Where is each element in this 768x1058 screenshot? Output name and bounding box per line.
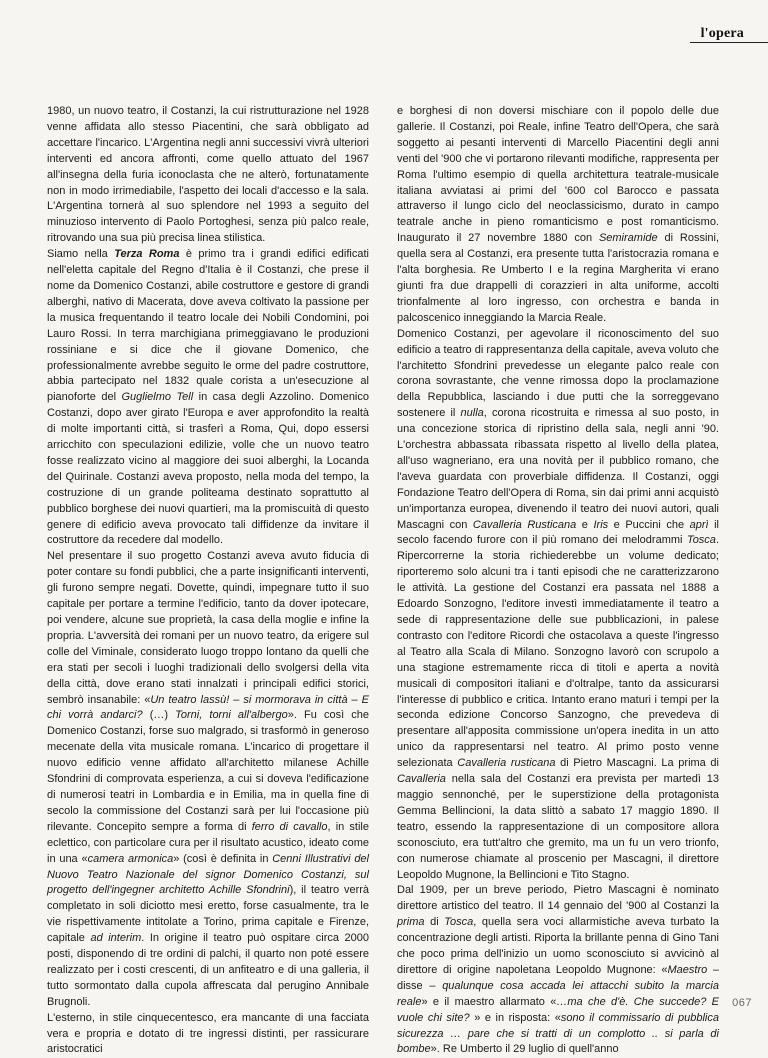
italic-text: Guglielmo Tell bbox=[121, 391, 194, 404]
text-run: . In origine il teatro può ospitare circa 2000 posti, disponendo di tre ordini di palchi, il quarto non poté essere realizzato per i costi crescenti, di un anfiteatro e di una galleria, il tutto sormontato dalla cupola affrescata dal perugino Annibale Brugnoli. bbox=[47, 932, 369, 1008]
paragraph bbox=[47, 1011, 369, 1058]
text-run: di Rossini, quella sera al Costanzi, era presente tutta l'aristocrazia romana e l'alta borghesia. Re Umberto I e la regina Margherita vi erano giunti fra due drappelli di corazzieri in alta uniforme, accolti trionfalmente al loro ingresso, con orchestra e banda in palcoscenico inneggiando la Marcia Reale. bbox=[397, 232, 720, 324]
text-run: di bbox=[424, 916, 445, 929]
text-run: e borghesi di non doversi mischiare con il popolo delle due gallerie. Il Costanzi, poi Reale, infine Teatro dell'Opera, che sarà soggetto ai pesanti interventi di Marcello Piacentini degli anni venti del '900 che vi portarono rilevanti modifiche, rappresenta per Roma l'ultimo esempio di quella architettura teatrale-musicale italiana avviatasi ai primi del '600 col Barocco e passata attraverso il lungo ciclo del neoclassicismo, durato in campo teatrale anche in pieno romanticismo e post romanticismo. Inaugurato il 27 novembre 1880 con bbox=[397, 105, 719, 245]
text-run: in casa degli Azzolino. Domenico Costanzi, dopo aver girato l'Europa e aver approfondito la realtà di molte importanti città, si trasferì a Roma, Qui, dopo essersi arricchito con speculazioni edilizie, volle che un nuovo teatro fosse realizzato vicino al maggiore dei suoi alberghi, la Locanda del Quirinale. Costanzi aveva proposto, nella moda del tempo, la costruzione di un grande politeama destinato soprattutto al pubblico borghese dei nuovi quartieri, ma la promiscuità di questo genere di edificio aveva provocato tali diffidenze da invitare il costruttore da recedere dal modello. bbox=[47, 391, 369, 547]
italic-text: Tosca bbox=[686, 534, 716, 547]
italic-text: Torni, torni all'albergo bbox=[175, 709, 288, 722]
italic-text: Maestro bbox=[667, 963, 708, 976]
text-run: , corona ricostruita e rimessa al suo posto, in una concezione storica di ripristino della sala, negli anni '90. L'orchestra abbassata ribassata rispetto al livello della platea, all'uso wagneriano, era una novità per il pubblico romano, che l'aveva guardata con proverbiale diffidenza. Il Costanzi, oggi Fondazione Teatro dell'Opera di Roma, sin dai primi anni acquistò un'importanza europea, divenendo il teatro dei nuovi autori, quali Mascagni con bbox=[397, 407, 719, 531]
text-run: L'esterno, in stile cinquecentesco, era mancante di una facciata vera e propria e dotato di tre ingressi distinti, per rassicurare aristocratici bbox=[47, 1011, 369, 1056]
text-run: e Puccini che bbox=[608, 518, 690, 531]
italic-text: Cenni Illustrativi del Nuovo Teatro Nazionale del signor Domenico Costanzi, sul progetto dell'ingegner architetto Achille Sfondrini bbox=[47, 852, 369, 897]
paragraph bbox=[47, 247, 369, 549]
paragraph bbox=[397, 104, 719, 327]
text-run: il secolo facendo furore con il più romano dei melodrammi bbox=[397, 518, 720, 547]
text-run: ». Fu così che Domenico Costanzi, forse suo malgrado, si trasformò in generoso mecenate della vita musicale romana. L'incarico di progettare il nuovo edificio venne affidato all'architetto milanese Achille Sfondrini di comprovata esperienza, a cui si doveva l'edificazione di numerosi teatri in Lombardia e in Emilia, ma in quella fine di secolo la commissione del Costanzi sarà per lui l'occasione più rilevante. Concepito sempre a forma di bbox=[47, 709, 370, 833]
italic-text: qualunque cosa accada lei attacchi subito la marcia reale bbox=[397, 979, 719, 1008]
italic-text: aprì bbox=[689, 518, 709, 531]
italic-text: Tosca bbox=[444, 916, 474, 929]
italic-text: Semiramide bbox=[598, 232, 658, 245]
text-column-left bbox=[47, 104, 369, 1058]
paragraph bbox=[397, 327, 719, 884]
text-run: . Ripercorrerne la storia richiederebbe un volume dedicato; riporteremo solo alcuni tra i tanti episodi che ne caratterizzarono le attività. La gestione del Costanzi era passata nel 1888 a Edoardo Sonzogno, l'editore investì immediatamente il teatro a sede di rappresentazione delle sue pubblicazioni, in palese contrasto con l'editore Ricordi che ostacolava a queste l'ingresso al Teatro alla Scala di Milano. Sonzogno lavorò con scrupolo a una stagione estremamente ricca di titoli e aperta a novità musicali di compositori italiani e d'oltralpe, tanto da assicurarsi l'interesse di pubblico e critica. Intanto erano maturi i tempi per la seconda edizione Concorso Sanzogno, che prevedeva di presentare all'apposita commissione un'opera inedita in un atto unico da rappresentarsi nel teatro. Al primo posto venne selezionata bbox=[397, 534, 719, 770]
italic-text: Cavalleria bbox=[397, 773, 446, 786]
text-run: – disse – bbox=[397, 963, 719, 992]
text-run: (…) bbox=[142, 709, 176, 722]
italic-text: Cavalleria rusticana bbox=[457, 757, 556, 770]
italic-text: camera armonica bbox=[87, 852, 174, 865]
text-run: è primo tra i grandi edifici edificati nell'eletta capitale del Regno d'Italia è il Costanzi, che prese il nome da Domenico Costanzi, abile costruttore e gestore di grandi alberghi, nativo di Macerata, dove aveva coltivato la passione per la musica frequentando il teatro locale dei Nobili Condomini, poi Lauro Rossi. In terra marchigiana primeggiavano le produzioni rossiniane e si dice che il giovane Domenico, che professionalmente avrebbe seguito le orme del padre costruttore, abbia partecipato nel 1832 quale corista a un'esecuzione al pianoforte del bbox=[47, 248, 369, 404]
text-run: , quella sera voci allarmistiche aveva turbato la concentrazione degli artisti. Riporta la brillante penna di Gino Tani che poco prima dell'inizio un uomo sconosciuto si avvicinò al direttore di origine napoletana Leopoldo Mugnone: « bbox=[397, 916, 719, 976]
text-run: , in stile eclettico, con particolare cura per il risultato acustico, ideato come in una « bbox=[47, 820, 369, 865]
text-run: Dal 1909, per un breve periodo, Pietro Mascagni è nominato direttore artistico del teatro. Il 14 gennaio del '900 al Costanzi la bbox=[397, 884, 719, 913]
text-run: Domenico Costanzi, per agevolare il riconoscimento del suo edificio a teatro di rappresentanza della capitale, aveva voluto che l'architetto Sfondrini prevedesse un elegante palco reale con corona sovrastante, che venne rimossa dopo la proclamazione della Repubblica, lasciando i due putti che la sorreggevano sostenere il bbox=[397, 327, 719, 420]
text-run: » e il maestro allarmato « bbox=[421, 995, 557, 1008]
text-run: ), il teatro verrà completato in soli diciotto mesi eretto, forse casualmente, tra le vie rispettivamente intitolate a Torino, prima capitale e Firenze, capitale bbox=[47, 884, 370, 945]
text-run: nella sala del Costanzi era prevista per martedì 13 maggio sennonché, per le superstizione della protagonista Gemma Bellincioni, la data slittò a sabato 17 maggio 1890. Il teatro, essendo la rappresentazione di un compositore allora sconosciuto, era tutt'altro che gremito, ma un fu un vero trionfo, con numerose chiamate al proscenio per Mascagni, il direttore Leopoldo Mugnone, la Bellincioni e Tito Stagno. bbox=[397, 773, 719, 881]
paragraph bbox=[47, 104, 369, 247]
italic-text: ad interim bbox=[90, 932, 142, 945]
italic-text: Cavalleria Rusticana bbox=[472, 518, 577, 531]
italic-text: sono il commissario di pubblica sicurezza … pare che si tratti di un complotto .. si parla di bombe bbox=[397, 1011, 719, 1056]
italic-text: Iris bbox=[593, 518, 609, 531]
italic-text: prima bbox=[397, 916, 425, 929]
italic-text: nulla bbox=[460, 407, 484, 420]
text-run: di Pietro Mascagni. La prima di bbox=[555, 757, 719, 770]
text-run: 1980, un nuovo teatro, il Costanzi, la cui ristrutturazione nel 1928 venne affidata allo stesso Piacentini, che sarà obbligato ad accettare l'incarico. L'Argentina negli anni successivi vivrà ulteriori interventi ed ancora affronti, come quello attuato del 1967 all'insegna della furia iconoclasta che ne alterò, fortunatamente non in modo irrimediabile, l'aspetto dei locali d'accesso e la sala. L'Argentina tornerà al suo splendore nel 1993 a seguito del minuzioso intervento di Paolo Portoghesi, senza più palco reale, ritrovando una sua più precisa linea stilistica. bbox=[47, 105, 369, 245]
running-header bbox=[690, 22, 768, 46]
text-run: Nel presentare il suo progetto Costanzi aveva avuto fiducia di poter contare su fondi pubblici, che a parte insignificanti interventi, gli furono sempre negati. Dovette, quindi, impegnare tutto il suo capitale per portare a termine l'edificio, tanto da dover ipotecare, poi vendere, alcune sue proprietà, la casa della moglie e infine la propria. L'avversità dei romani per un nuovo teatro, da erigere sul colle del Viminale, considerato luogo troppo lontano da quelli che era stati per secoli i luoghi tradizionali dello svolgersi della vita della città, dove erano stati innalzati i principali edifici storici, sembrò insanabile: « bbox=[47, 550, 369, 706]
text-run: » (così è definita in bbox=[173, 852, 273, 865]
paragraph bbox=[47, 549, 369, 1010]
paragraph bbox=[397, 883, 719, 1058]
section-title: l'opera bbox=[700, 26, 744, 41]
italic-text: Un teatro lassù! – si mormorava in città – E chi vorrà andarci? bbox=[47, 693, 369, 722]
text-column-right bbox=[397, 104, 719, 1058]
italic-text: …ma che d'è. Che succede? E vuole chi site? bbox=[397, 995, 720, 1024]
italic-text: ferro di cavallo bbox=[251, 820, 328, 833]
header-rule bbox=[690, 42, 768, 43]
text-run: Siamo nella bbox=[47, 248, 115, 261]
bold-italic-text: Terza Roma bbox=[114, 248, 180, 261]
text-run: » e in risposta: « bbox=[469, 1011, 561, 1024]
text-run: e bbox=[576, 518, 594, 531]
page-number: 067 bbox=[732, 997, 752, 1009]
text-run: ». Re Umberto il 29 luglio di quell'anno bbox=[430, 1043, 619, 1056]
